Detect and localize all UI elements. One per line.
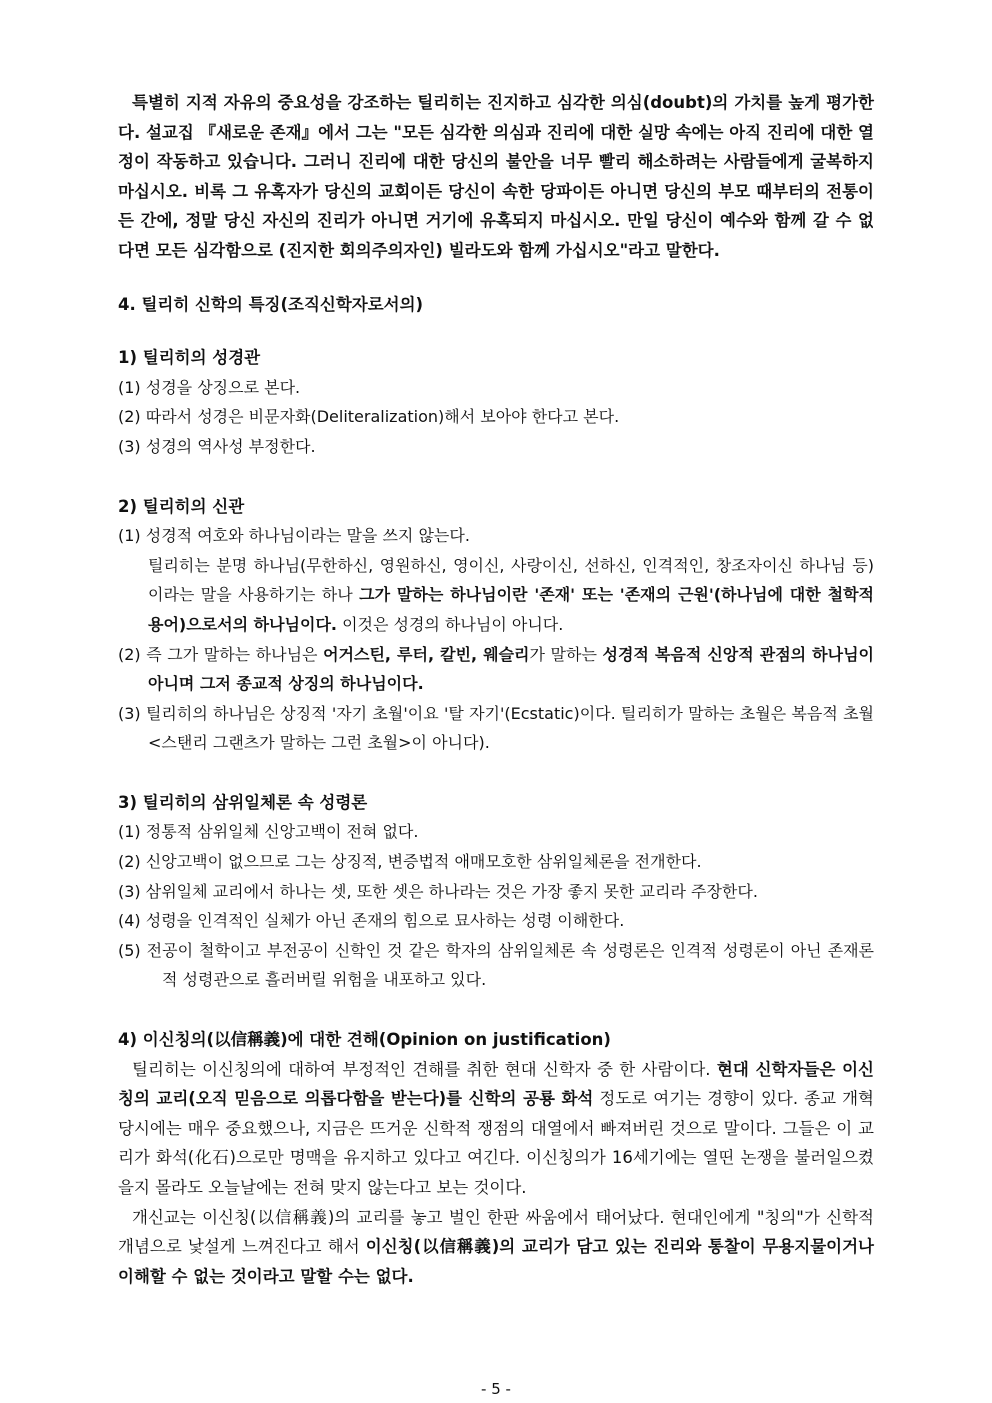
subsection-2-list [118, 521, 874, 758]
list-item: (1) 정통적 삼위일체 신앙고백이 전혀 없다. [118, 822, 419, 842]
list-item: (2) 즉 그가 말하는 하나님은 어거스틴, 루터, 칼빈, 웨슬리가 말하는 성경적 복음적 신앙적 관점의 하나님이 아니며 그저 종교적 상징의 하나님이다. [118, 644, 875, 694]
list-item: (2) 따라서 성경은 비문자화(Deliteralization)해서 보아야 한다고 본다. [118, 407, 620, 427]
intro-text: 특별히 지적 자유의 중요성을 강조하는 틸리히는 진지하고 심각한 의심(doubt)의 가치를 높게 평가한다. 설교집 『새로운 존재』에서 그는 "모든 심각한 의심과 진리에 대한 실망 속에는 아직 진리에 대한 열정이 작동하고 있습니다. 그러니 진리에 대한 당신의 불안을 너무 빨리 해소하려는 사람들에게 굴복하지 마십시오. 비록 그 유혹자가 당신의 교회이든 당신이 속한 당파이든 아니면 당신의 부모 때부터의 전통이든 간에, 정말 당신 자신의 진리가 아니면 거기에 유혹되지 마십시오. 만일 당신이 예수와 함께 갈 수 없다면 모든 심각함으로 (진지한 회의주의자인) 빌라도와 함께 가십시오"라고 말한다. [118, 93, 874, 260]
list-item: (1) 성경을 상징으로 본다. [118, 377, 301, 397]
list-item: (3) 삼위일체 교리에서 하나는 셋, 또한 셋은 하나라는 것은 가장 좋지 못한 교리라 주장한다. [118, 881, 758, 901]
subsection-4-paragraph-1: 틸리히는 이신칭의에 대하여 부정적인 견해를 취한 현대 신학자 중 한 사람이다. 현대 신학자들은 이신칭의 교리(오직 믿음으로 의롭다함을 받는다)를 신학의 공룡 화석 정도로 여기는 경향이 있다. 종교 개혁 당시에는 매우 중요했으나, 지금은 뜨거운 신학적 쟁점의 대열에서 빠져버린 것으로 말이다. 그들은 이 교리가 화석(化石)으로만 명맥을 유지하고 있다고 여긴다. 이신칭의가 16세기에는 열띤 논쟁을 불러일으켰을지 몰라도 오늘날에는 전혀 맞지 않는다고 보는 것이다. [118, 1059, 874, 1197]
list-item: (1) 성경적 여호와 하나님이라는 말을 쓰지 않는다. [118, 526, 470, 546]
list-item: (5) 전공이 철학이고 부전공이 신학인 것 같은 학자의 삼위일체론 속 성령론은 인격적 성령론이 아닌 존재론적 성령관으로 흘러버릴 위험을 내포하고 있다. [118, 940, 874, 990]
subsection-1-title: 1) 틸리히의 성경관 [118, 348, 261, 368]
subsection-3-list [118, 817, 874, 995]
intro-paragraph [118, 88, 874, 266]
section-4-title: 4. 틸리히 신학의 특징(조직신학자로서의) [118, 294, 424, 314]
page-content [118, 88, 874, 1291]
subsection-3-title: 3) 틸리히의 삼위일체론 속 성령론 [118, 792, 368, 812]
list-item-continuation: 틸리히는 분명 하나님(무한하신, 영원하신, 영이신, 사랑이신, 선하신, 인격적인, 창조자이신 하나님 등)이라는 말을 사용하기는 하나 그가 말하는 하나님이란 '존재' 또는 '존재의 근원'(하나님에 대한 철학적 용어)으로서의 하나님이다. 이것은 성경의 하나님이 아니다. [148, 555, 874, 634]
list-item: (3) 성경의 역사성 부정한다. [118, 436, 316, 456]
list-item: (2) 신앙고백이 없으므로 그는 상징적, 변증법적 애매모호한 삼위일체론을 전개한다. [118, 852, 702, 872]
subsection-4-paragraph-2: 개신교는 이신칭(以信稱義)의 교리를 놓고 벌인 한판 싸움에서 태어났다. 현대인에게 "칭의"가 신학적 개념으로 낯설게 느껴진다고 해서 이신칭(以信稱義)의 교리가 담고 있는 진리와 통찰이 무용지물이거나 이해할 수 없는 것이라고 말할 수는 없다. [118, 1207, 874, 1286]
subsection-1-list [118, 373, 874, 462]
subsection-4-title: 4) 이신칭의(以信稱義)에 대한 견해(Opinion on justification) [118, 1030, 611, 1050]
subsection-2-title: 2) 틸리히의 신관 [118, 496, 245, 516]
page-number: - 5 - [481, 1380, 511, 1398]
list-item: (3) 틸리히의 하나님은 상징적 '자기 초월'이요 '탈 자기'(Ecstatic)이다. 틸리히가 말하는 초월은 복음적 초월<스탠리 그랜츠가 말하는 그런 초월>이 아니다). [118, 703, 874, 753]
list-item: (4) 성령을 인격적인 실체가 아닌 존재의 힘으로 묘사하는 성령 이해한다. [118, 911, 625, 931]
